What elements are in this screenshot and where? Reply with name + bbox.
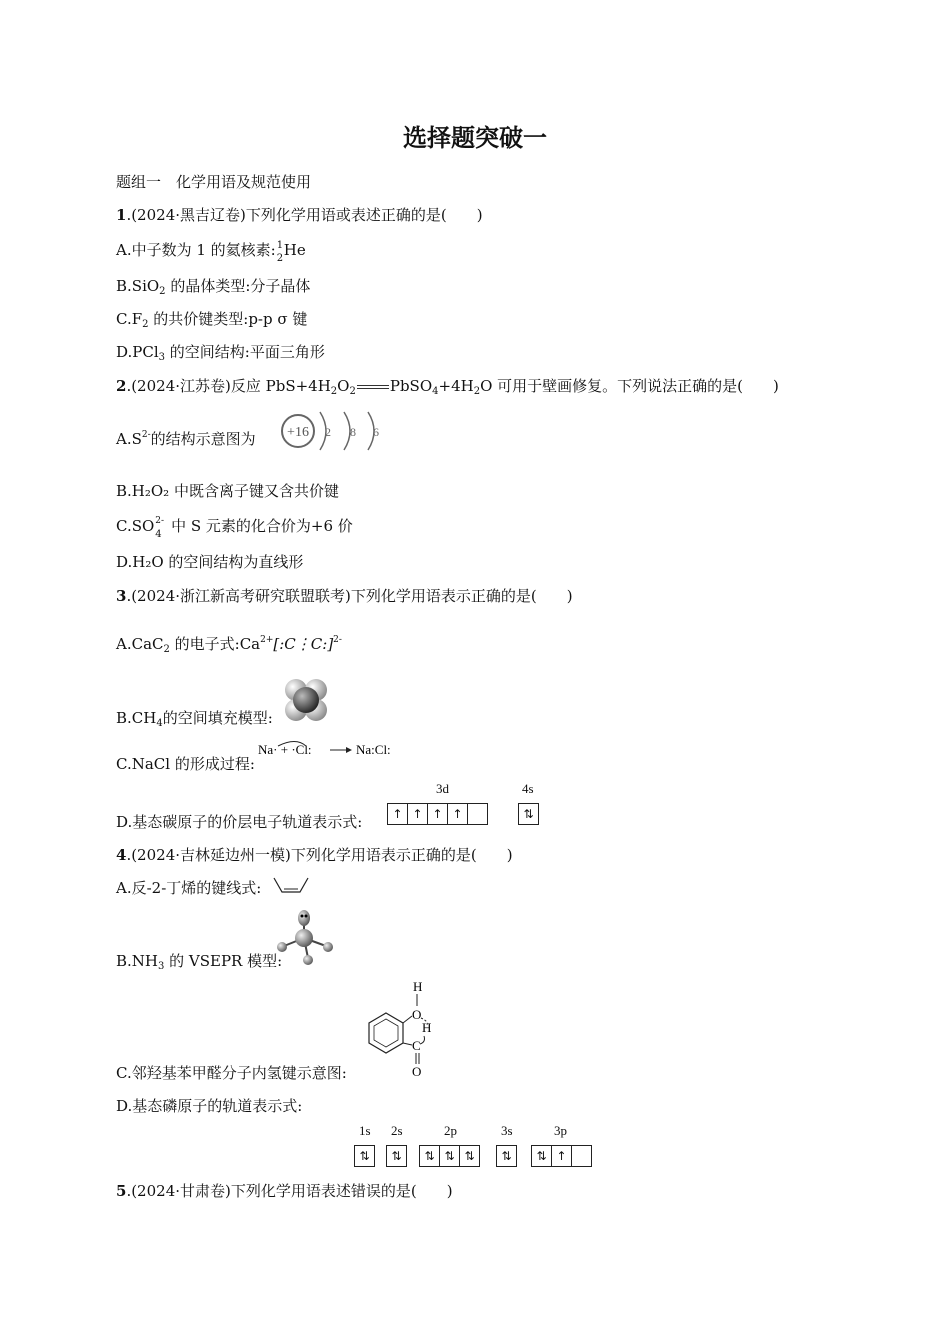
orbital-diagram-2p [420, 1123, 480, 1167]
q3-option-c: C.NaCl 的形成过程: [116, 755, 255, 773]
q2-option-b: B.H₂O₂ 中既含离子键又含共价键 [116, 482, 339, 500]
superscript: 2+ [260, 635, 274, 645]
orbital-diagram-3d [388, 781, 488, 825]
option-text: 的晶体类型:分子晶体 [165, 277, 311, 295]
q3-option-d: D.基态碳原子的价层电子轨道表示式: [116, 813, 363, 831]
q1-option-d [116, 342, 325, 368]
subscript: 2 [142, 319, 149, 330]
orbital-label: 2s [391, 1123, 403, 1138]
page-title: 选择题突破一 [403, 124, 547, 152]
q1-option-c [116, 309, 307, 335]
option-text: 中 S 元素的化合价为+6 价 [166, 517, 353, 535]
question-3-stem [116, 586, 573, 606]
question-1-stem [116, 205, 483, 225]
option-text: A.中子数为 1 的氦核素: [116, 241, 276, 259]
subscript: 4 [156, 718, 163, 729]
orbital-label: 4s [522, 781, 534, 796]
q2-option-a [116, 425, 256, 449]
orbital-label: 1s [359, 1123, 371, 1138]
subscript: 3 [158, 961, 165, 972]
orbital-box [571, 1145, 592, 1167]
option-text: 的结构示意图为 [150, 430, 256, 448]
formation-product: Na:Cl: [356, 742, 391, 757]
option-text: C.F [116, 310, 143, 328]
option-text: 的 VSEPR 模型: [164, 952, 283, 970]
orbital-box: ↑ [427, 803, 448, 825]
stem-text: .(2024·黑吉辽卷)下列化学用语或表述正确的是( ) [126, 206, 483, 224]
orbital-box: ↑ [447, 803, 468, 825]
option-text: C.SO [116, 517, 155, 535]
shell-electrons: 8 [350, 425, 356, 439]
question-number: 1 [116, 206, 127, 224]
orbital-label: 3p [554, 1123, 567, 1138]
sulfate-notation [154, 516, 166, 540]
subscript: 2 [349, 386, 356, 397]
shell-electrons: 6 [373, 425, 379, 439]
q1-option-b [116, 276, 310, 302]
orbital-diagram-1s [355, 1123, 375, 1167]
atom-label: H [422, 1020, 432, 1035]
salicylaldehyde-hydrogen-bond-diagram [364, 978, 444, 1080]
superscript: 2- [333, 635, 342, 645]
stem-text: .(2024·浙江新高考研究联盟联考)下列化学用语表示正确的是( ) [126, 587, 573, 605]
orbital-box: ↑ [387, 803, 408, 825]
option-text: A.S [116, 430, 142, 448]
q4-option-c: C.邻羟基苯甲醛分子内氢键示意图: [116, 1064, 347, 1082]
subscript: 2 [473, 386, 481, 397]
orbital-diagram-4s [519, 781, 539, 825]
subscript: 4 [432, 386, 439, 397]
option-text: 的电子式:Ca [169, 635, 261, 653]
subscript: 3 [158, 352, 166, 363]
question-4-stem [116, 845, 513, 865]
nh3-vsepr-model [274, 908, 338, 968]
atom-label: O [412, 1007, 422, 1022]
orbital-box [467, 803, 488, 825]
orbital-diagram-2s [387, 1123, 407, 1167]
stem-text: PbSO [389, 377, 433, 395]
option-text: 的共价键类型:p-p σ 键 [148, 310, 308, 328]
option-text: 的空间填充模型: [162, 709, 273, 727]
option-text: B.NH [116, 952, 158, 970]
orbital-box: ⇅ [496, 1145, 517, 1167]
methane-space-filling-model [280, 676, 332, 724]
question-number: 2 [116, 377, 127, 395]
q3-option-b [116, 708, 273, 734]
orbital-diagram-3s [497, 1123, 517, 1167]
stem-text: O 可用于壁画修复。下列说法正确的是( ) [480, 377, 779, 395]
orbital-box: ⇅ [518, 803, 539, 825]
question-number: 3 [116, 587, 127, 605]
stem-text: .(2024·吉林延边州一模)下列化学用语表示正确的是( ) [126, 846, 513, 864]
orbital-box: ⇅ [419, 1145, 440, 1167]
atom-label: O [412, 1064, 422, 1079]
orbital-box: ↑ [407, 803, 428, 825]
q3-option-a [116, 630, 342, 660]
nacl-formation-diagram [256, 737, 406, 765]
option-text: A.CaC [116, 635, 164, 653]
subscript: 2 [159, 286, 166, 297]
formation-reactants: Na· + ·Cl: [258, 742, 312, 757]
q4-option-a: A.反-2-丁烯的键线式: [116, 879, 262, 897]
stem-text: .(2024·江苏卷)反应 PbS+4H [126, 377, 331, 395]
orbital-label: 2p [444, 1123, 457, 1138]
subscript: 4 [155, 529, 162, 540]
stem-text: O [337, 377, 350, 395]
atomic-number: 2 [276, 253, 284, 264]
option-text: B.CH [116, 709, 157, 727]
subscript: 2 [163, 644, 170, 655]
orbital-box: ⇅ [531, 1145, 552, 1167]
equals-sign [357, 385, 389, 389]
orbital-box: ⇅ [354, 1145, 375, 1167]
atom-structure-diagram [278, 406, 388, 456]
q4-option-b [116, 951, 282, 977]
orbital-label: 3s [501, 1123, 513, 1138]
orbital-box: ↑ [551, 1145, 572, 1167]
atom-label: H [413, 979, 423, 994]
orbital-label: 3d [436, 781, 449, 796]
question-number: 4 [116, 846, 127, 864]
element-symbol: He [283, 241, 306, 259]
superscript: 2- [155, 516, 165, 526]
option-text: B.SiO [116, 277, 160, 295]
orbital-box: ⇅ [439, 1145, 460, 1167]
group-heading: 题组一 化学用语及规范使用 [116, 173, 312, 191]
trans-2-butene-skeletal-formula [272, 876, 312, 896]
orbital-box: ⇅ [459, 1145, 480, 1167]
stem-text: .(2024·甘肃卷)下列化学用语表述错误的是( ) [126, 1182, 453, 1200]
q2-option-d: D.H₂O 的空间结构为直线形 [116, 553, 304, 571]
superscript: 2- [141, 430, 151, 440]
shell-electrons: 2 [325, 425, 331, 439]
question-2-stem [116, 376, 779, 402]
q4-option-d: D.基态磷原子的轨道表示式: [116, 1097, 303, 1115]
question-5-stem [116, 1181, 453, 1201]
q2-option-c [116, 516, 353, 540]
option-text: 的空间结构:平面三角形 [165, 343, 325, 361]
subscript: 2 [330, 386, 338, 397]
q1-option-a [116, 240, 306, 264]
mass-number: 1 [276, 240, 284, 251]
nuclide-notation [276, 240, 284, 264]
orbital-diagram-3p [532, 1123, 592, 1167]
atom-label: C [412, 1038, 421, 1053]
option-text: D.PCl [116, 343, 159, 361]
stem-text: +4H [438, 377, 474, 395]
electron-formula: [:C⋮C:] [273, 635, 334, 653]
orbital-box: ⇅ [386, 1145, 407, 1167]
question-number: 5 [116, 1182, 127, 1200]
nucleus-charge: +16 [287, 425, 309, 440]
